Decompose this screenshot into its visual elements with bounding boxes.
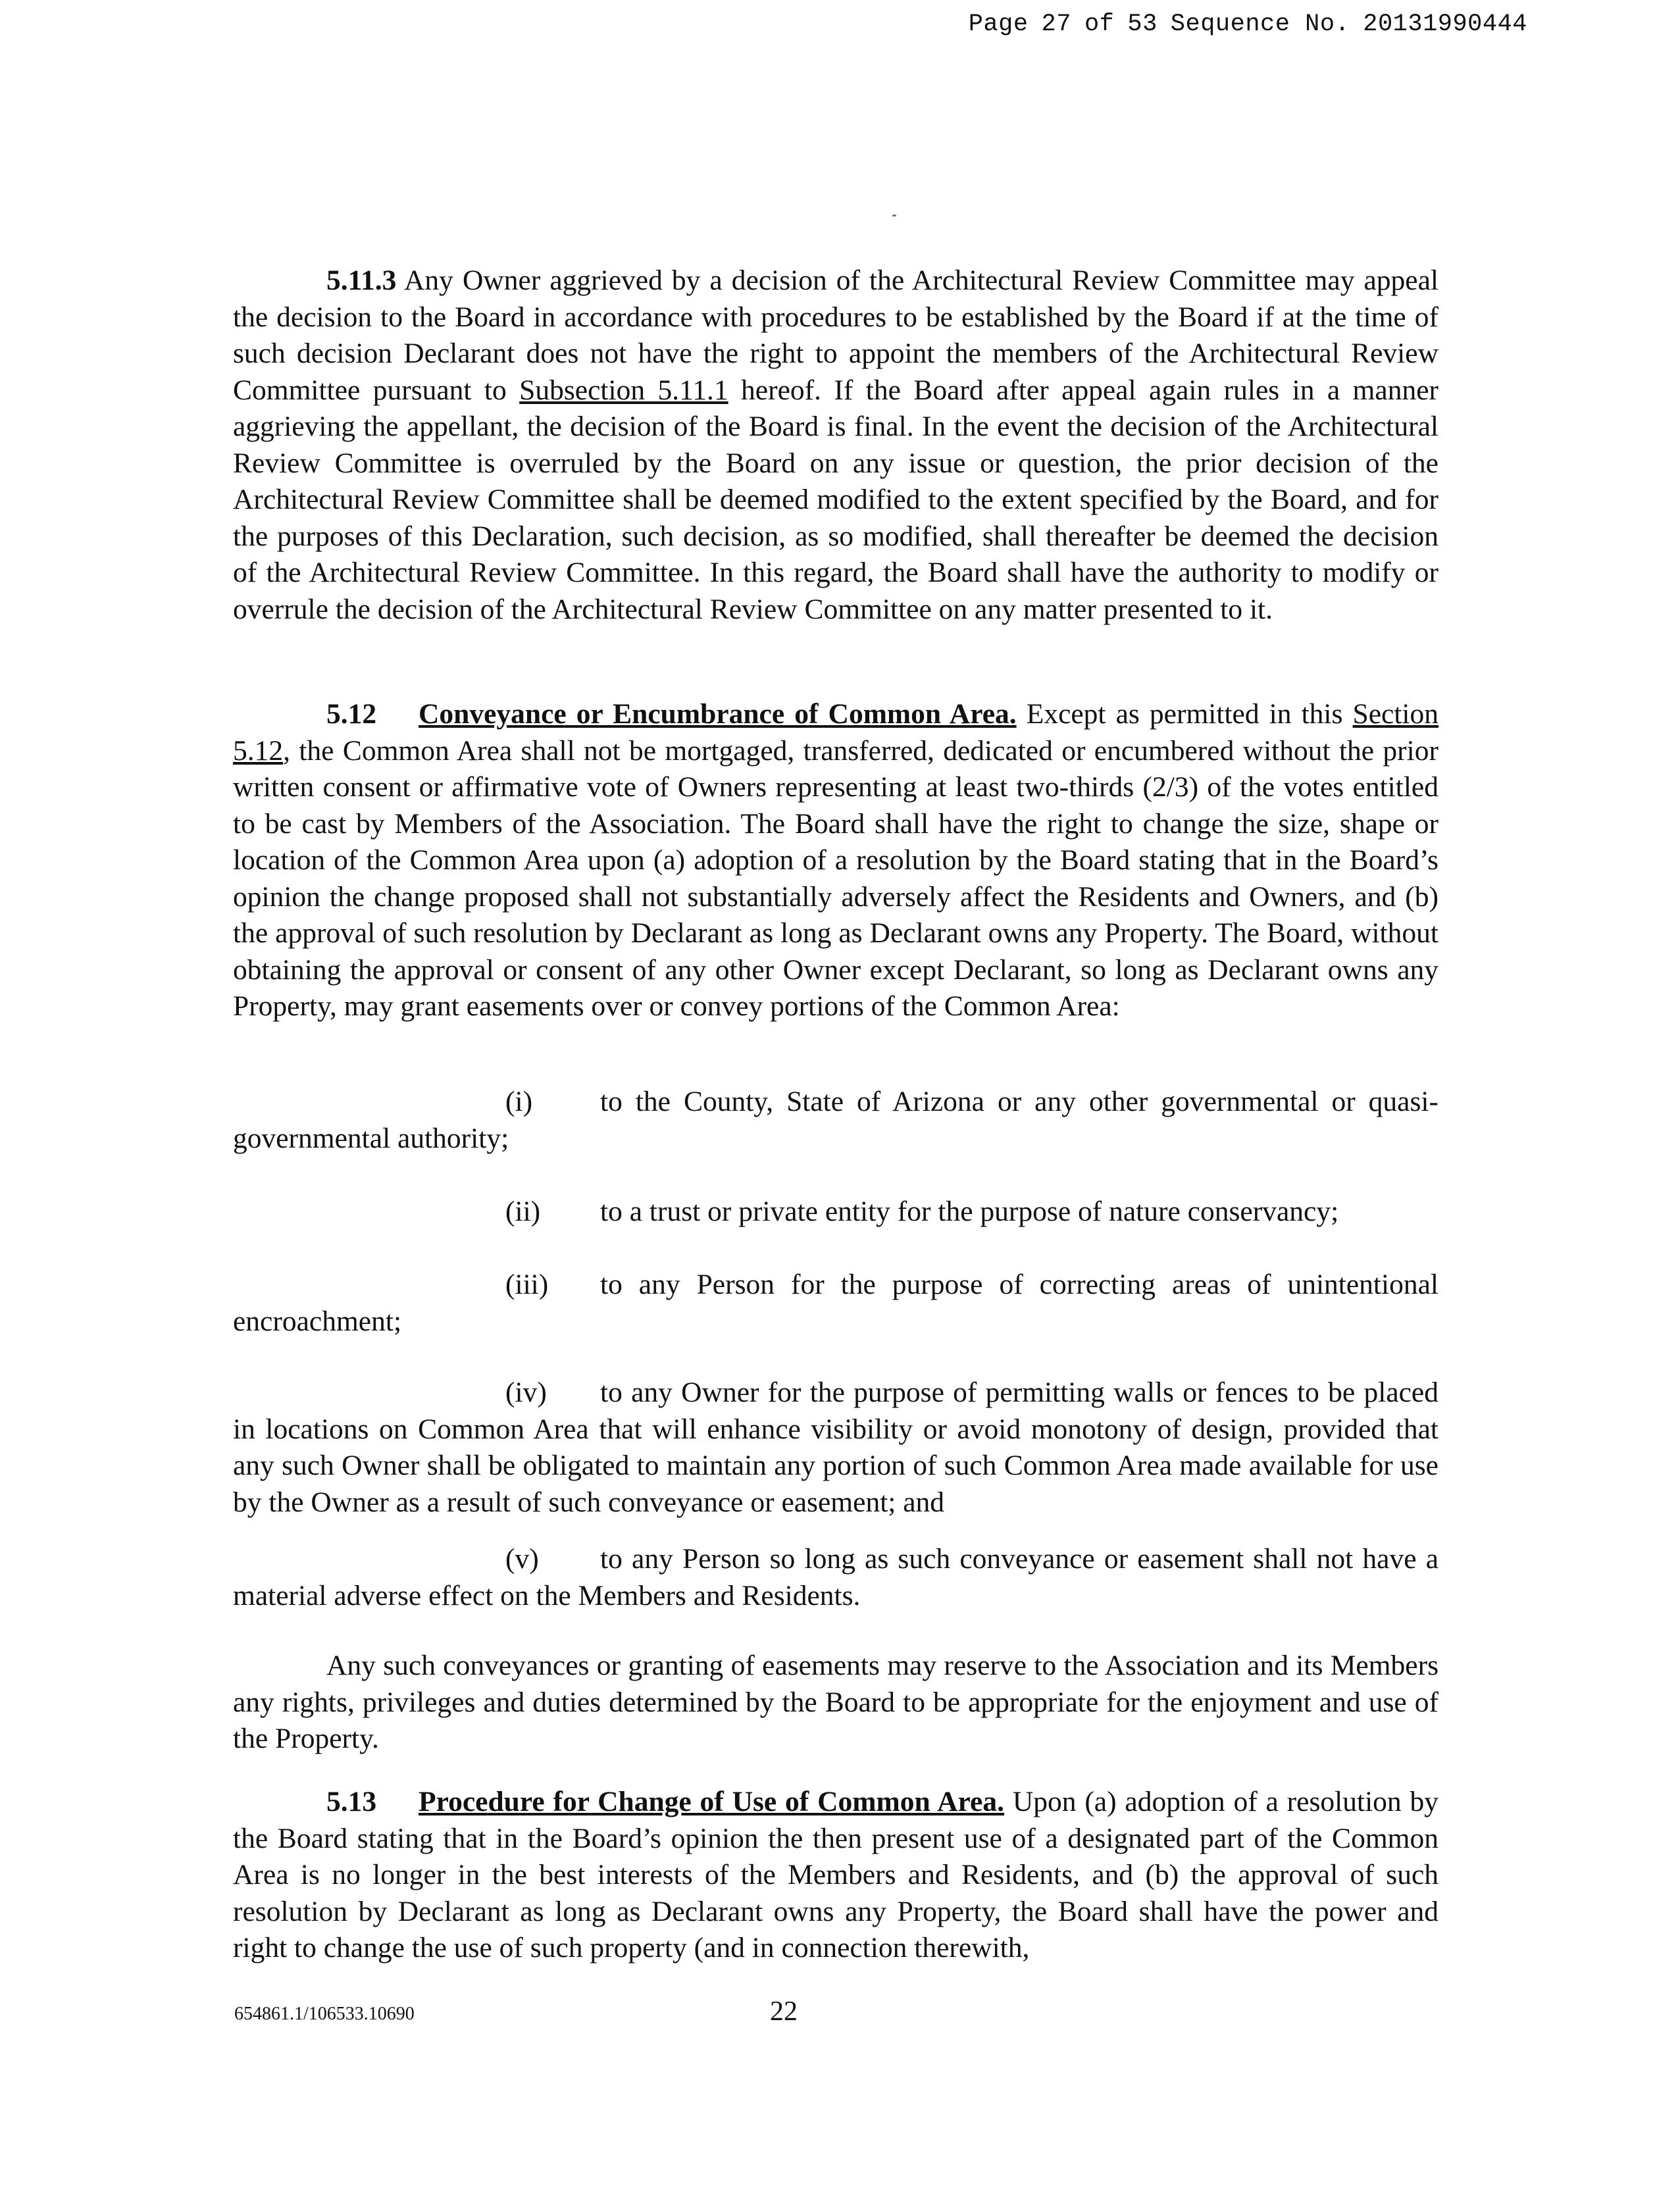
section-5-12	[233, 696, 1438, 1025]
list-text: to any Person for the purpose of correcting areas of unintentional encroachment;	[233, 1269, 1438, 1337]
list-label: (ii)	[505, 1196, 541, 1227]
list-item-i	[233, 1084, 1438, 1157]
list-text: to any Owner for the purpose of permitting walls or fences to be placed in locations on Common Area that will enhance visibility or avoid monotony of design, provided that any such Owner shall be obligated to maintain any portion of such Common Area made available for use by the Owner as a result of such conveyance or easement; and	[233, 1377, 1438, 1518]
section-5-11-3	[233, 263, 1438, 628]
list-label: (iv)	[505, 1377, 547, 1408]
paragraph-5-13	[233, 1784, 1438, 1967]
list-item-ii	[233, 1194, 1438, 1230]
list-item-text	[233, 1541, 1438, 1614]
section-heading: Conveyance or Encumbrance of Common Area.	[419, 698, 1017, 730]
list-text: to a trust or private entity for the purpose of nature conservancy;	[600, 1196, 1339, 1227]
scan-speck	[892, 215, 896, 216]
paragraph-5-12	[233, 696, 1438, 1025]
paragraph-text: Any such conveyances or granting of easements may reserve to the Association and its Members any rights, privileges and duties determined by the Board to be appropriate for the enjoyment and use of the Property.	[233, 1650, 1438, 1754]
section-number: 5.12	[326, 698, 377, 730]
paragraph-text: hereof. If the Board after appeal again rules in a manner aggrieving the appellant, the decision of the Board is final. In the event the decision of the Architectural Review Committee is overruled by the Board on any issue or question, the prior decision of the Architectural Review Committee shall be deemed modified to the extent specified by the Board, and for the purposes of this Declaration, such decision, as so modified, shall thereafter be deemed the decision of the Architectural Review Committee. In this regard, the Board shall have the authority to modify or overrule the decision of the Architectural Review Committee on any matter presented to it.	[233, 374, 1438, 625]
list-item-text	[233, 1194, 1438, 1230]
list-item-iii	[233, 1267, 1438, 1340]
page-number-current: 27	[1041, 11, 1071, 38]
section-5-13	[233, 1784, 1438, 1967]
paragraph-text: , the Common Area shall not be mortgaged, transferred, dedicated or encumbered without the prior written consent or affirmative vote of Owners representing at least two-thirds (2/3) of the votes entitled to be cast by Members of the Association. The Board shall have the right to change the size, shape or location of the Common Area upon (a) adoption of a resolution by the Board stating that in the Board’s opinion the change proposed shall not substantially adversely affect the Residents and Owners, and (b) the approval of such resolution by Declarant as long as Declarant owns any Property. The Board, without obtaining the approval or consent of any other Owner except Declarant, so long as Declarant owns any Property, may grant easements over or convey portions of the Common Area:	[233, 734, 1438, 1022]
cross-reference: Subsection 5.11.1	[519, 374, 728, 406]
list-item-v	[233, 1541, 1438, 1614]
of-label: of	[1084, 11, 1115, 38]
section-number: 5.11.3	[326, 265, 397, 296]
paragraph-5-11-3	[233, 263, 1438, 628]
list-text: to the County, State of Arizona or any other governmental or quasi-governmental authority;	[233, 1086, 1438, 1154]
list-item-text	[233, 1375, 1438, 1521]
easements-paragraph	[233, 1648, 1438, 1758]
page-header	[969, 11, 1527, 38]
list-text: to any Person so long as such conveyance or easement shall not have a material adverse effect on the Members and Residents.	[233, 1543, 1438, 1611]
paragraph-text: Any Owner aggrieved by a decision of the Architectural Review Committee may appeal the decision to the Board in accordance with procedures to be established by the Board if at the time of such decision Declarant does not have the right to appoint the members of the Architectural Review Committee pursuant to	[233, 265, 1438, 406]
list-item-text	[233, 1084, 1438, 1157]
list-label: (iii)	[505, 1269, 549, 1300]
page-label: Page	[968, 11, 1029, 38]
section-heading: Procedure for Change of Use of Common Area.	[419, 1786, 1004, 1817]
paragraph-text: Except as permitted in this	[1016, 698, 1353, 730]
section-number: 5.13	[326, 1786, 377, 1817]
list-item-iv	[233, 1375, 1438, 1521]
cross-reference: Section 5.12	[233, 698, 1439, 767]
page-number: 22	[770, 1996, 798, 2027]
document-id: 654861.1/106533.10690	[234, 2004, 415, 2024]
sequence-label: Sequence No.	[1170, 11, 1350, 38]
page-total: 53	[1127, 11, 1158, 38]
paragraph-text: Upon (a) adoption of a resolution by the Board stating that in the Board’s opinion the then present use of a designated part of the Common Area is no longer in the best interests of the Members and Residents, and (b) the approval of such resolution by Declarant as long as Declarant owns any Property, the Board shall have the power and right to change the use of such property (and in connection therewith,	[233, 1786, 1438, 1964]
list-label: (i)	[505, 1086, 533, 1117]
sequence-number: 20131990444	[1363, 11, 1527, 38]
list-item-text	[233, 1267, 1438, 1340]
list-label: (v)	[505, 1543, 539, 1575]
